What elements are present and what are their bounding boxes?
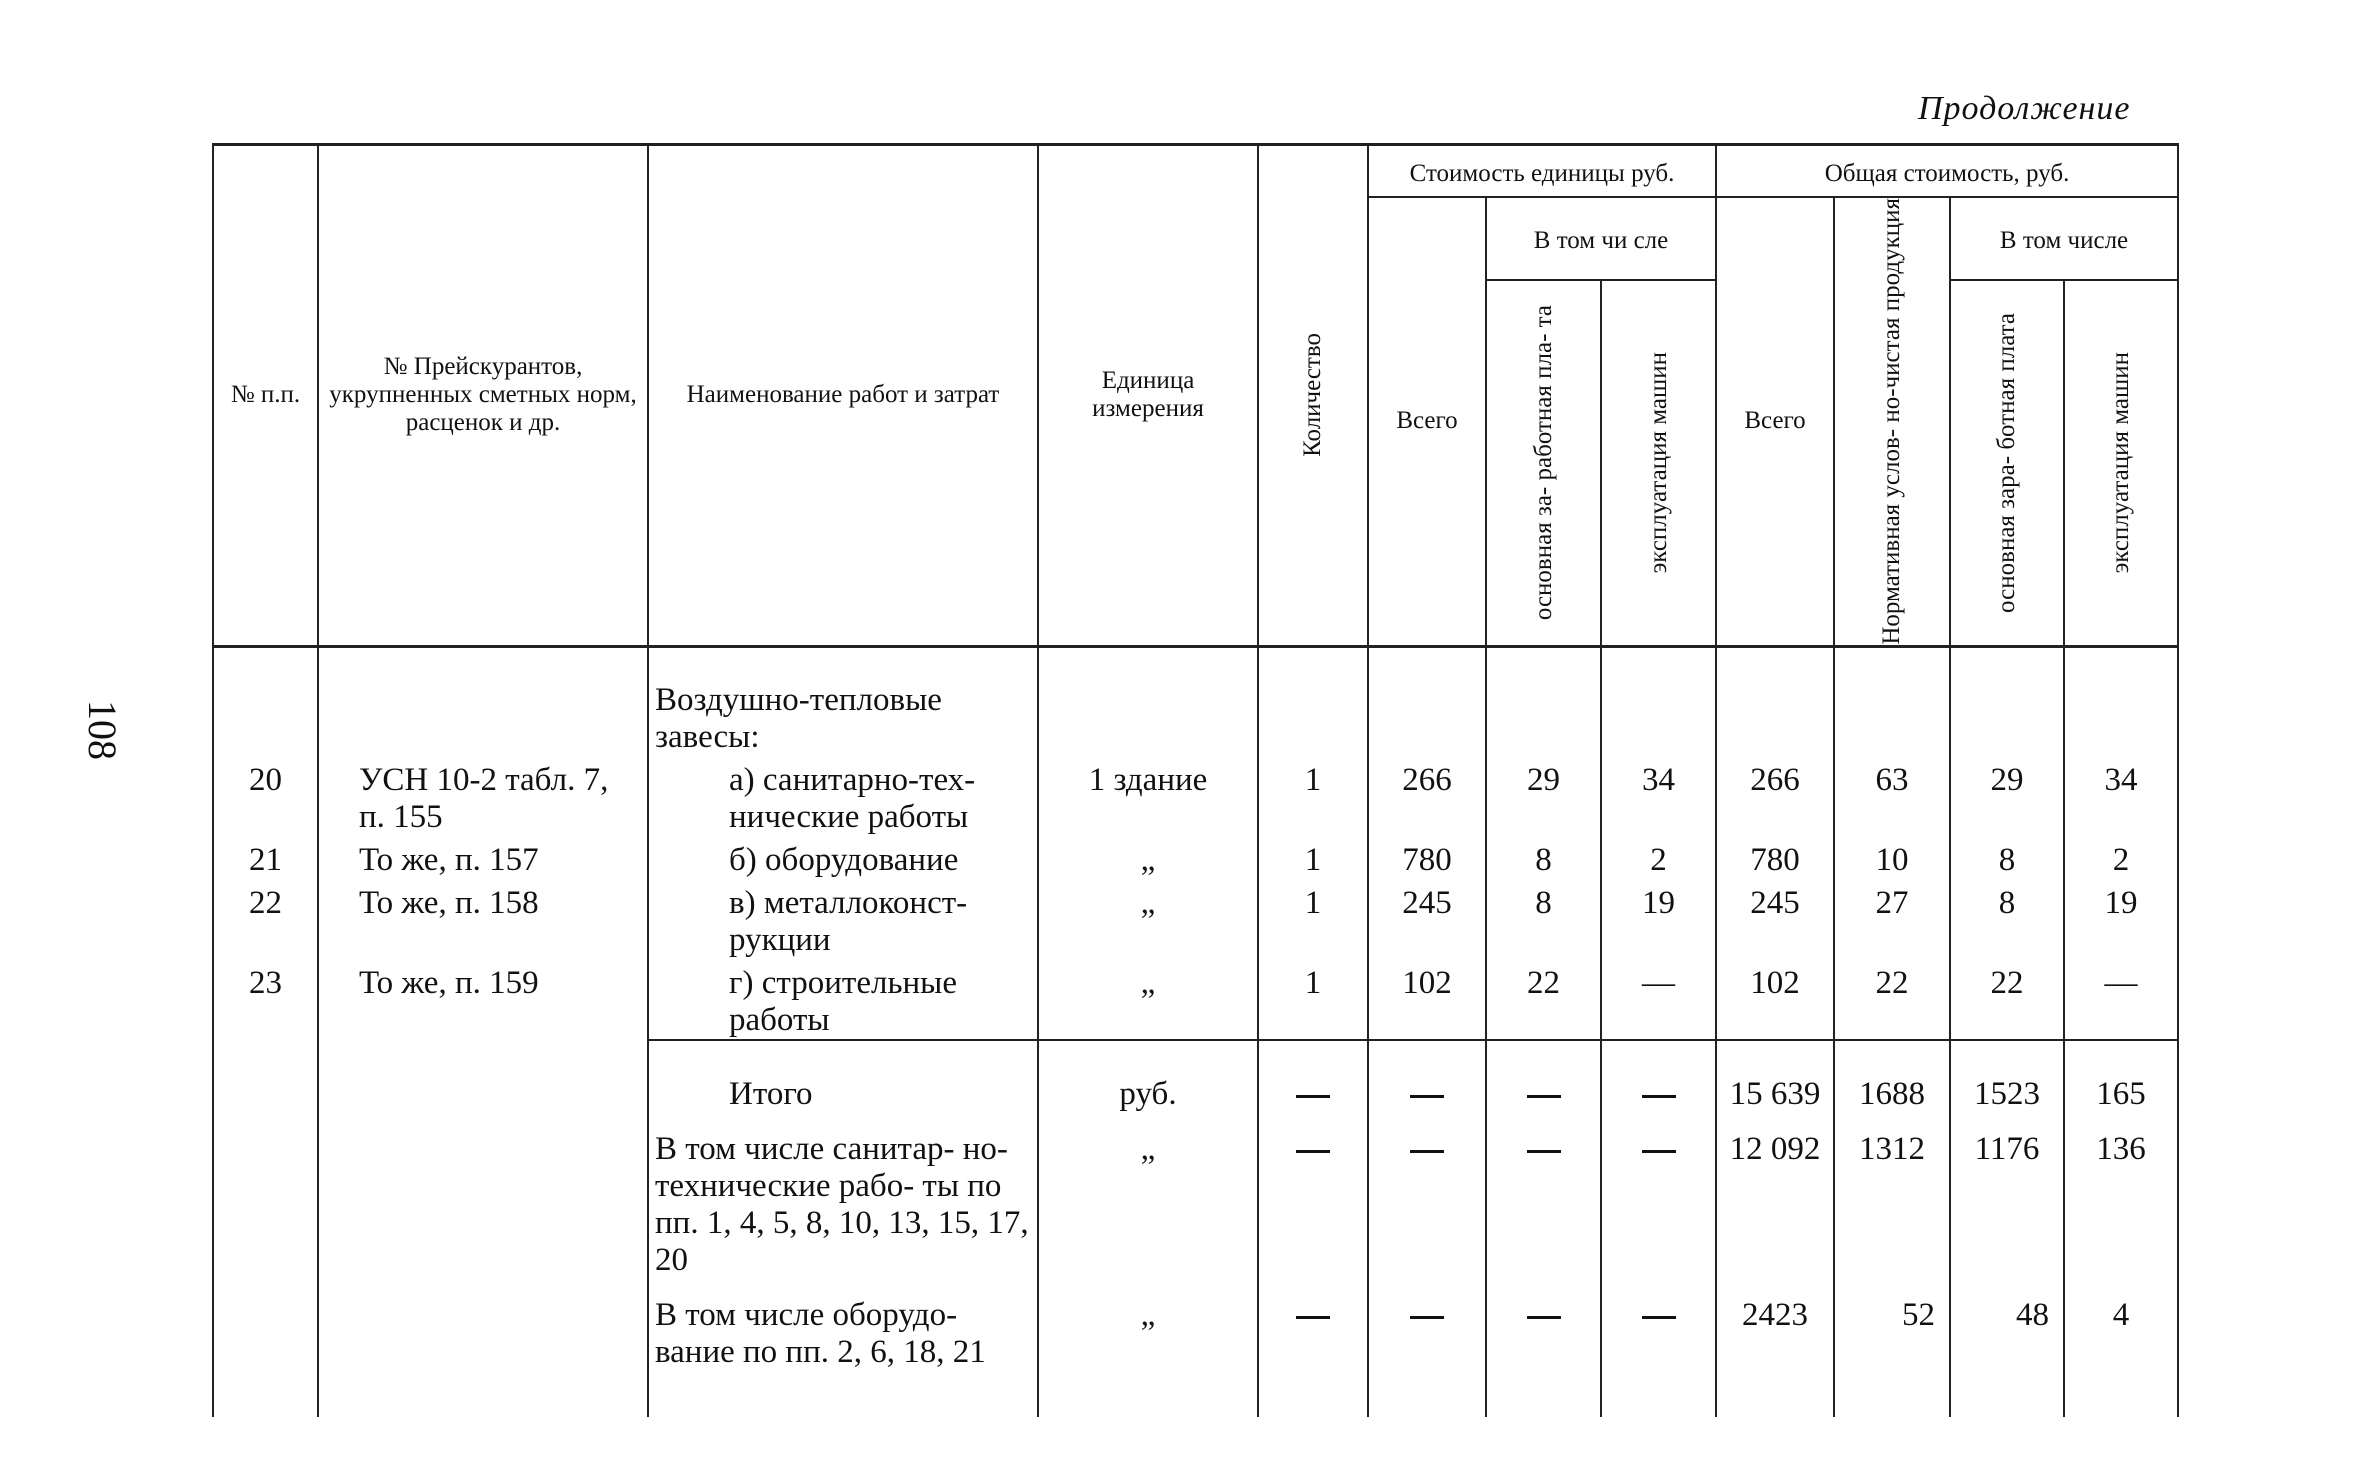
- header-quantity: [1258, 145, 1368, 647]
- row-reference: То же, п. 158: [318, 879, 648, 959]
- table-row: [213, 959, 2178, 1040]
- row-number: 21: [213, 836, 318, 879]
- row-unit-machines: 2: [1601, 836, 1716, 879]
- row-quantity: 1: [1258, 756, 1368, 836]
- header-unit-cost-group: Стоимость единицы руб.: [1368, 145, 1716, 198]
- row-unit: 1 здание: [1038, 756, 1258, 836]
- empty-dash: [1296, 1316, 1330, 1319]
- row-number: 22: [213, 879, 318, 959]
- header-unit-including: В том чи сле: [1486, 197, 1716, 280]
- row-total-wage: 8: [1950, 836, 2064, 879]
- row-unit-total: 266: [1368, 756, 1486, 836]
- header-total-cost-group: Общая стоимость, руб.: [1716, 145, 2178, 198]
- row-total-machines: 2: [2064, 836, 2178, 879]
- row-unit-machines: 34: [1601, 756, 1716, 836]
- empty-dash: [1642, 1316, 1676, 1319]
- empty-dash: [1642, 1150, 1676, 1153]
- summary-row: [213, 1113, 2178, 1279]
- summary-machines: 4: [2064, 1279, 2178, 1417]
- empty-dash: [1527, 1316, 1561, 1319]
- row-total-normative: 22: [1834, 959, 1950, 1040]
- table-row: [213, 836, 2178, 879]
- empty-dash: [1410, 1095, 1444, 1098]
- row-total-wage: 22: [1950, 959, 2064, 1040]
- row-unit-total: 102: [1368, 959, 1486, 1040]
- row-number: 23: [213, 959, 318, 1040]
- page-number: 108: [80, 700, 125, 760]
- row-unit-machines: —: [1601, 959, 1716, 1040]
- summary-machines: 136: [2064, 1113, 2178, 1279]
- row-reference: То же, п. 159: [318, 959, 648, 1040]
- row-total-machines: 34: [2064, 756, 2178, 836]
- row-unit-total: 780: [1368, 836, 1486, 879]
- row-quantity: 1: [1258, 879, 1368, 959]
- header-total-wage: [1950, 280, 2064, 646]
- row-total-wage: 29: [1950, 756, 2064, 836]
- header-unit: Единица измерения: [1038, 145, 1258, 647]
- row-unit: „: [1038, 959, 1258, 1040]
- summary-wage: 48: [1950, 1279, 2064, 1417]
- header-unit-machines: [1601, 280, 1716, 646]
- empty-dash: [1527, 1095, 1561, 1098]
- estimate-table: [212, 143, 2179, 1417]
- row-unit-wage: 29: [1486, 756, 1601, 836]
- section-title: Воздушно-тепловые завесы:: [648, 646, 1038, 756]
- summary-machines: 165: [2064, 1058, 2178, 1113]
- header-total-normative: [1834, 197, 1950, 646]
- empty-dash: [1410, 1150, 1444, 1153]
- summary-name: Итого: [648, 1058, 1038, 1113]
- row-unit-wage: 22: [1486, 959, 1601, 1040]
- summary-normative: 52: [1834, 1279, 1950, 1417]
- row-total-machines: —: [2064, 959, 2178, 1040]
- header-total-total: Всего: [1716, 197, 1834, 646]
- row-reference: То же, п. 157: [318, 836, 648, 879]
- empty-dash: [1296, 1150, 1330, 1153]
- empty-dash: [1410, 1316, 1444, 1319]
- header-total-machines-text: эксплуатация машин: [2107, 352, 2135, 574]
- summary-total: 15 639: [1716, 1058, 1834, 1113]
- row-number: 20: [213, 756, 318, 836]
- row-total-normative: 63: [1834, 756, 1950, 836]
- header-total-machines: [2064, 280, 2178, 646]
- summary-row: [213, 1279, 2178, 1417]
- row-unit: „: [1038, 836, 1258, 879]
- empty-dash: [1642, 1095, 1676, 1098]
- summary-name: В том числе оборудо- вание по пп. 2, 6, 18, 21: [648, 1279, 1038, 1417]
- row-name: б) оборудование: [648, 836, 1038, 879]
- row-unit-wage: 8: [1486, 879, 1601, 959]
- empty-dash: [1296, 1095, 1330, 1098]
- table-row: [213, 756, 2178, 836]
- row-total-machines: 19: [2064, 879, 2178, 959]
- row-name: а) санитарно-тех- нические работы: [648, 756, 1038, 836]
- row-total-wage: 8: [1950, 879, 2064, 959]
- row-unit-machines: 19: [1601, 879, 1716, 959]
- summary-normative: 1688: [1834, 1058, 1950, 1113]
- row-reference: УСН 10-2 табл. 7, п. 155: [318, 756, 648, 836]
- summary-wage: 1523: [1950, 1058, 2064, 1113]
- header-unit-wage: [1486, 280, 1601, 646]
- row-name: г) строительные работы: [648, 959, 1038, 1040]
- summary-wage: 1176: [1950, 1113, 2064, 1279]
- row-name: в) металлоконст- рукции: [648, 879, 1038, 959]
- row-total-total: 780: [1716, 836, 1834, 879]
- row-unit-total: 245: [1368, 879, 1486, 959]
- summary-name: В том числе санитар- но-технические рабо- ты по пп. 1, 4, 5, 8, 10, 13, 15, 17, 20: [648, 1113, 1038, 1279]
- header-number: № п.п.: [213, 145, 318, 647]
- header-total-including: В том числе: [1950, 197, 2178, 280]
- header-unit-wage-text: основная за- работная пла- та: [1529, 305, 1557, 621]
- header-total-wage-text: основная зара- ботная плата: [1993, 312, 2021, 613]
- summary-total: 12 092: [1716, 1113, 1834, 1279]
- header-unit-machines-text: эксплуатация машин: [1644, 352, 1672, 574]
- row-quantity: 1: [1258, 959, 1368, 1040]
- row-total-total: 266: [1716, 756, 1834, 836]
- continuation-label: Продолжение: [1918, 90, 2131, 127]
- summary-unit: руб.: [1038, 1058, 1258, 1113]
- summary-row: [213, 1058, 2178, 1113]
- header-total-normative-text: Нормативная услов- но-чистая продукция: [1878, 198, 1906, 645]
- row-unit-wage: 8: [1486, 836, 1601, 879]
- row-unit: „: [1038, 879, 1258, 959]
- row-total-normative: 27: [1834, 879, 1950, 959]
- summary-total: 2423: [1716, 1279, 1834, 1417]
- summary-unit: „: [1038, 1279, 1258, 1417]
- table-row: [213, 879, 2178, 959]
- summary-normative: 1312: [1834, 1113, 1950, 1279]
- row-total-total: 245: [1716, 879, 1834, 959]
- header-quantity-text: Количество: [1299, 333, 1326, 458]
- empty-dash: [1527, 1150, 1561, 1153]
- header-unit-total: Всего: [1368, 197, 1486, 646]
- row-total-total: 102: [1716, 959, 1834, 1040]
- header-price-list: № Прейскурантов, укрупненных сметных норм, расценок и др.: [318, 145, 648, 647]
- header-work-name: Наименование работ и затрат: [648, 145, 1038, 647]
- summary-unit: „: [1038, 1113, 1258, 1279]
- row-total-normative: 10: [1834, 836, 1950, 879]
- section-divider: [213, 1040, 2178, 1058]
- row-quantity: 1: [1258, 836, 1368, 879]
